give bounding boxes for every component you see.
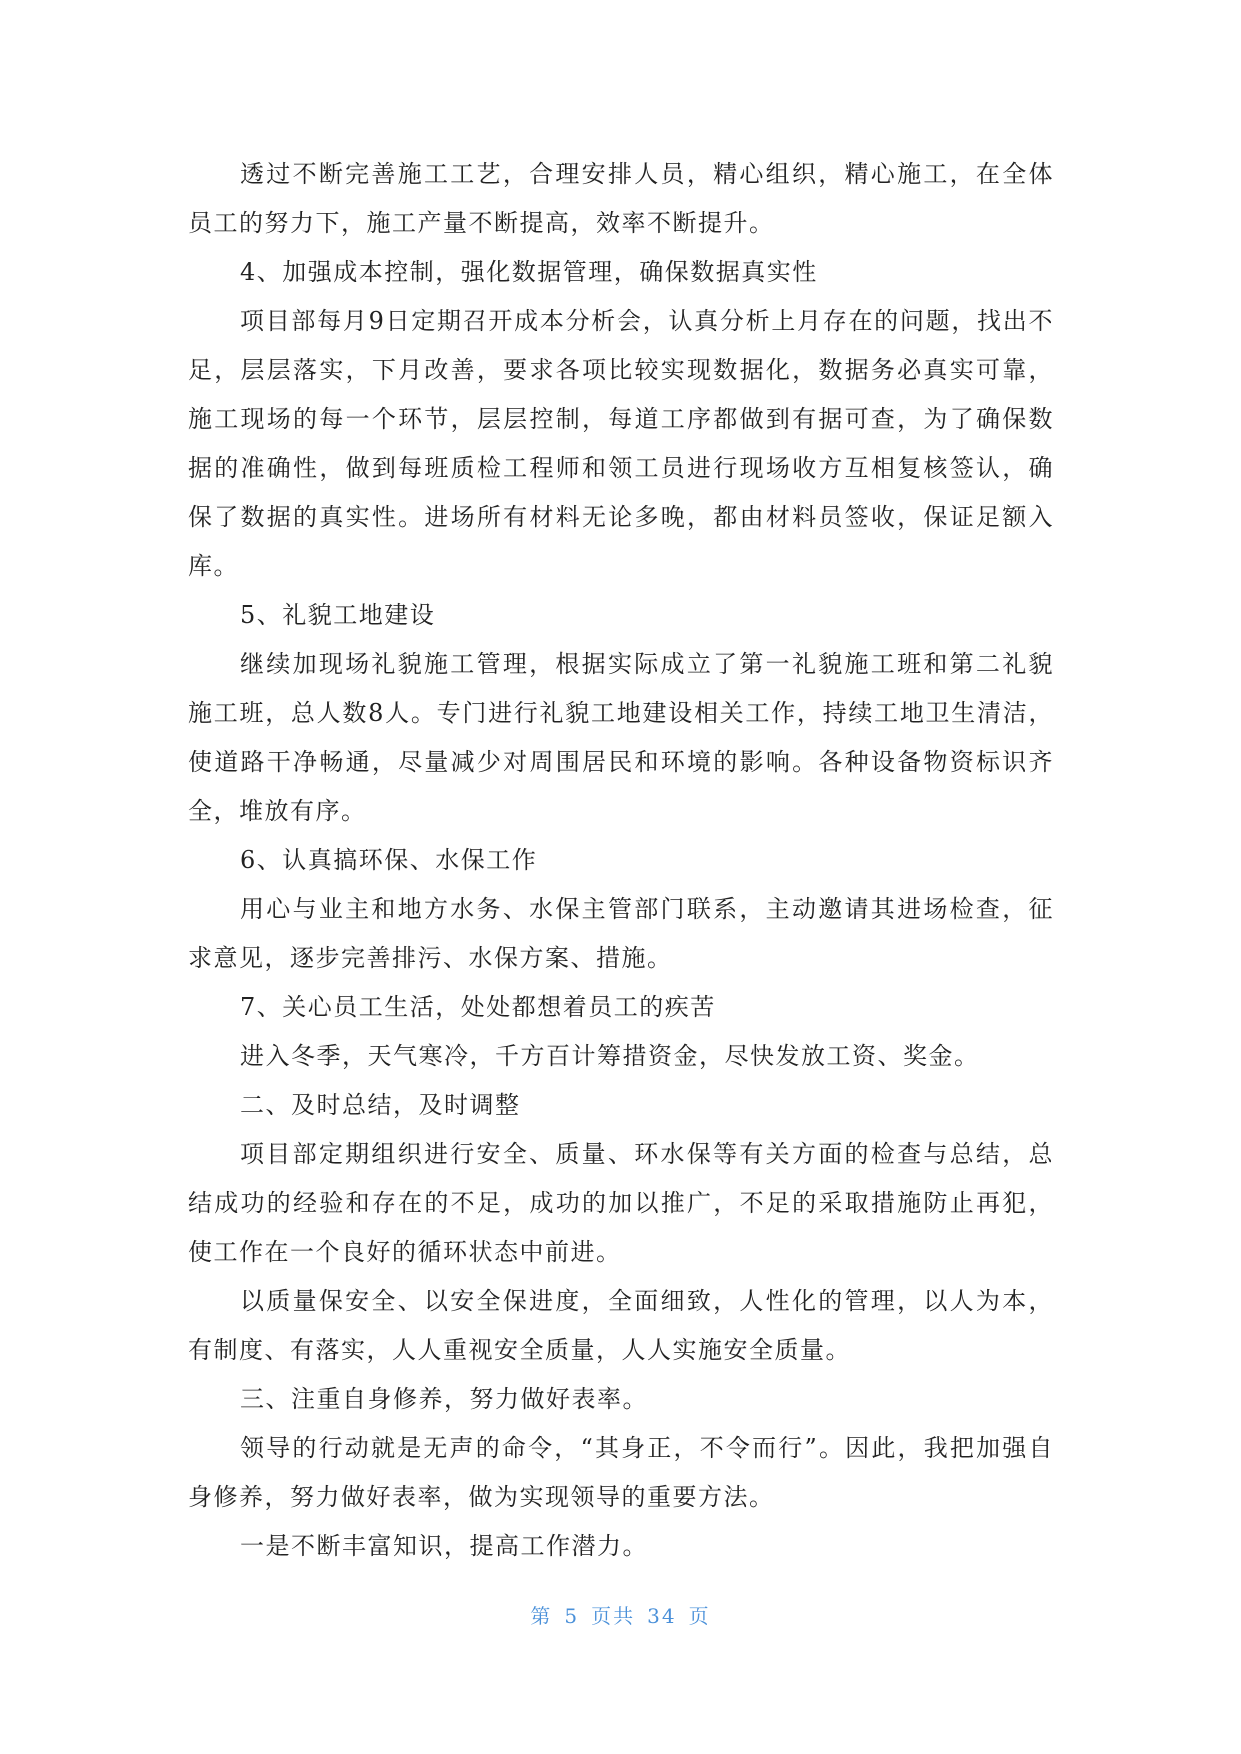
footer-suffix: 页 bbox=[688, 1604, 711, 1628]
document-body bbox=[188, 150, 1054, 1571]
section-heading: 6、认真搞环保、水保工作 bbox=[240, 846, 538, 874]
paragraph: 项目部定期组织进行安全、质量、环水保等有关方面的检查与总结，总结成功的经验和存在的不足，成功的加以推广，不足的采取措施防止再犯，使工作在一个良好的循环状态中前进。 bbox=[188, 1140, 1054, 1266]
section-heading: 7、关心员工生活，处处都想着员工的疾苦 bbox=[240, 993, 716, 1021]
paragraph: 继续加现场礼貌施工管理，根据实际成立了第一礼貌施工班和第二礼貌施工班，总人数8人。专门进行礼貌工地建设相关工作，持续工地卫生清洁，使道路干净畅通，尽量减少对周围居民和环境的影响。各种设备物资标识齐全，堆放有序。 bbox=[188, 650, 1054, 825]
footer-page-number: 5 bbox=[564, 1604, 580, 1628]
section-heading: 三、注重自身修养，努力做好表率。 bbox=[240, 1385, 648, 1413]
paragraph: 以质量保安全、以安全保进度，全面细致，人性化的管理，以人为本，有制度、有落实，人人重视安全质量，人人实施安全质量。 bbox=[188, 1287, 1054, 1364]
page-footer bbox=[0, 1600, 1241, 1629]
paragraph: 进入冬季，天气寒冷，千方百计筹措资金，尽快发放工资、奖金。 bbox=[240, 1042, 980, 1070]
paragraph: 用心与业主和地方水务、水保主管部门联系，主动邀请其进场检查，征求意见，逐步完善排污、水保方案、措施。 bbox=[188, 895, 1054, 972]
section-heading: 5、礼貌工地建设 bbox=[240, 601, 436, 629]
footer-prefix: 第 bbox=[530, 1604, 553, 1628]
footer-total-pages: 34 bbox=[647, 1604, 677, 1628]
paragraph: 一是不断丰富知识，提高工作潜力。 bbox=[240, 1532, 648, 1560]
paragraph: 领导的行动就是无声的命令，“其身正，不令而行”。因此，我把加强自身修养，努力做好表率，做为实现领导的重要方法。 bbox=[188, 1434, 1054, 1511]
section-heading: 4、加强成本控制，强化数据管理，确保数据真实性 bbox=[240, 258, 818, 286]
paragraph: 项目部每月9日定期召开成本分析会，认真分析上月存在的问题，找出不足，层层落实，下月改善，要求各项比较实现数据化，数据务必真实可靠，施工现场的每一个环节，层层控制，每道工序都做到有据可查，为了确保数据的准确性，做到每班质检工程师和领工员进行现场收方互相复核签认，确保了数据的真实性。进场所有材料无论多晚，都由材料员签收，保证足额入库。 bbox=[188, 307, 1054, 580]
section-heading: 二、及时总结，及时调整 bbox=[240, 1091, 521, 1119]
paragraph: 透过不断完善施工工艺，合理安排人员，精心组织，精心施工，在全体员工的努力下，施工产量不断提高，效率不断提升。 bbox=[188, 160, 1054, 237]
footer-middle: 页共 bbox=[591, 1604, 636, 1628]
